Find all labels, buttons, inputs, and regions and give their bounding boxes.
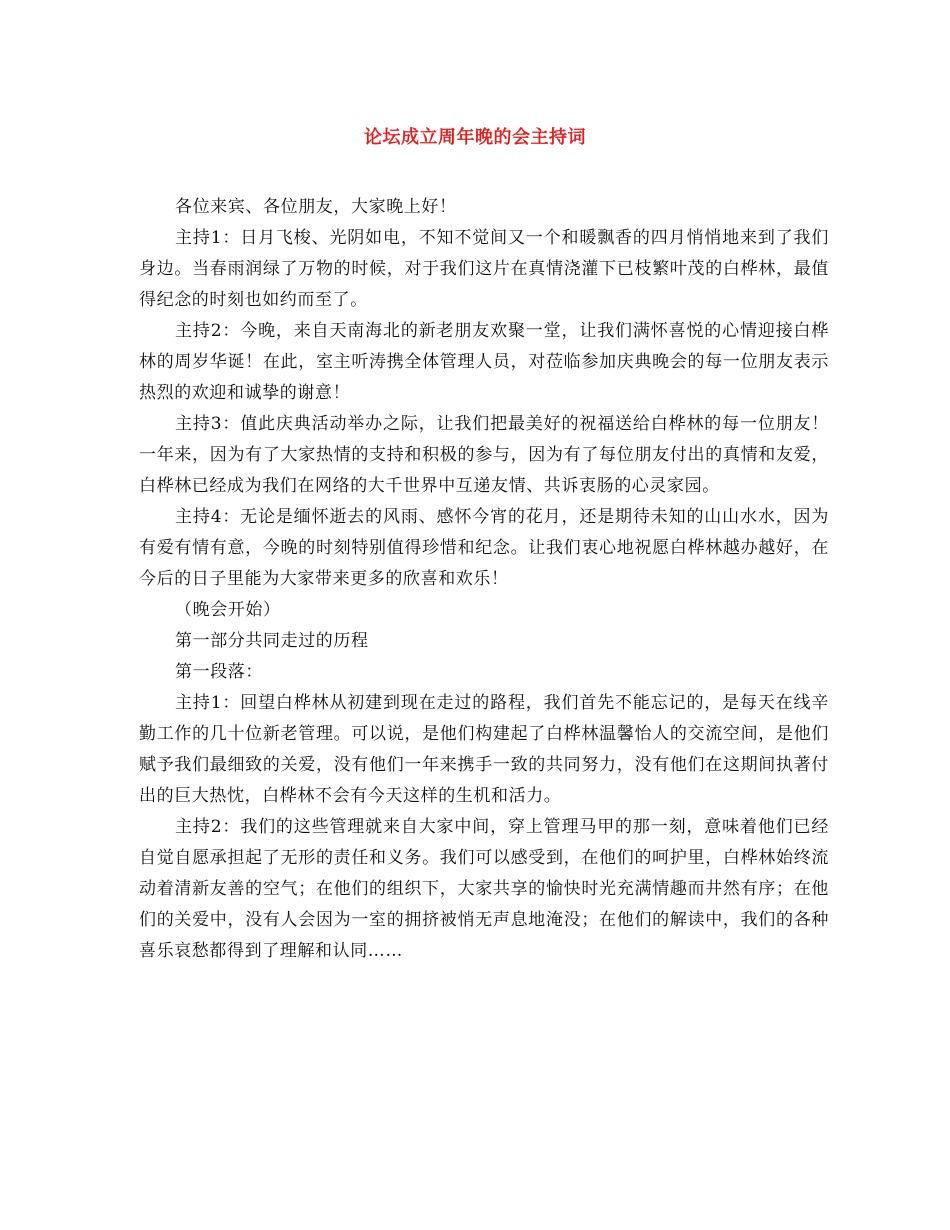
paragraph-greeting: 各位来宾、各位朋友，大家晚上好！ [175, 197, 457, 217]
section-heading-part-one: 第一部分共同走过的历程 [175, 631, 369, 651]
paragraph-host3-opening: 主持3：值此庆典活动举办之际，让我们把最美好的祝福送给白桦林的每一位朋友！一年来，因为有了大家热情的支持和积极的参与，因为有了每位朋友付出的真情和友爱，白桦林已经成为我们在网络的大千世界中互递友情、共诉衷肠的心灵家园。 [139, 414, 829, 496]
document-body [139, 192, 829, 967]
subsection-heading-first-segment: 第一段落： [175, 662, 263, 682]
paragraph-host1-review: 主持1：回望白桦林从初建到现在走过的路程，我们首先不能忘记的，是每天在线辛勤工作的几十位新老管理。可以说，是他们构建起了白桦林温馨怡人的交流空间，是他们赋予我们最细致的关爱，没有他们一年来携手一致的共同努力，没有他们在这期间执著付出的巨大热忱，白桦林不会有今天这样的生机和活力。 [139, 693, 829, 806]
paragraph-host2-opening: 主持2：今晚，来自天南海北的新老朋友欢聚一堂，让我们满怀喜悦的心情迎接白桦林的周岁华诞！在此，室主听涛携全体管理人员，对莅临参加庆典晚会的每一位朋友表示热烈的欢迎和诚挚的谢意！ [139, 321, 829, 403]
paragraph-host2-review: 主持2：我们的这些管理就来自大家中间，穿上管理马甲的那一刻，意味着他们已经自觉自愿承担起了无形的责任和义务。我们可以感受到，在他们的呵护里，白桦林始终流动着清新友善的空气；在他们的组织下，大家共享的愉快时光充满情趣而井然有序；在他们的关爱中，没有人会因为一室的拥挤被悄无声息地淹没；在他们的解读中，我们的各种喜乐哀愁都得到了理解和认同…… [139, 817, 829, 961]
document-title: 论坛成立周年晚的会主持词 [364, 127, 586, 148]
paragraph-host4-opening: 主持4：无论是缅怀逝去的风雨、感怀今宵的花月，还是期待未知的山山水水，因为有爱有情有意，今晚的时刻特别值得珍惜和纪念。让我们衷心地祝愿白桦林越办越好，在今后的日子里能为大家带来更多的欣喜和欢乐！ [139, 507, 829, 589]
paragraph-show-start: （晚会开始） [175, 600, 281, 620]
paragraph-host1-opening: 主持1：日月飞梭、光阴如电，不知不觉间又一个和暖飘香的四月悄悄地来到了我们身边。当春雨润绿了万物的时候，对于我们这片在真情浇灌下已枝繁叶茂的白桦林，最值得纪念的时刻也如约而至了。 [139, 228, 829, 310]
